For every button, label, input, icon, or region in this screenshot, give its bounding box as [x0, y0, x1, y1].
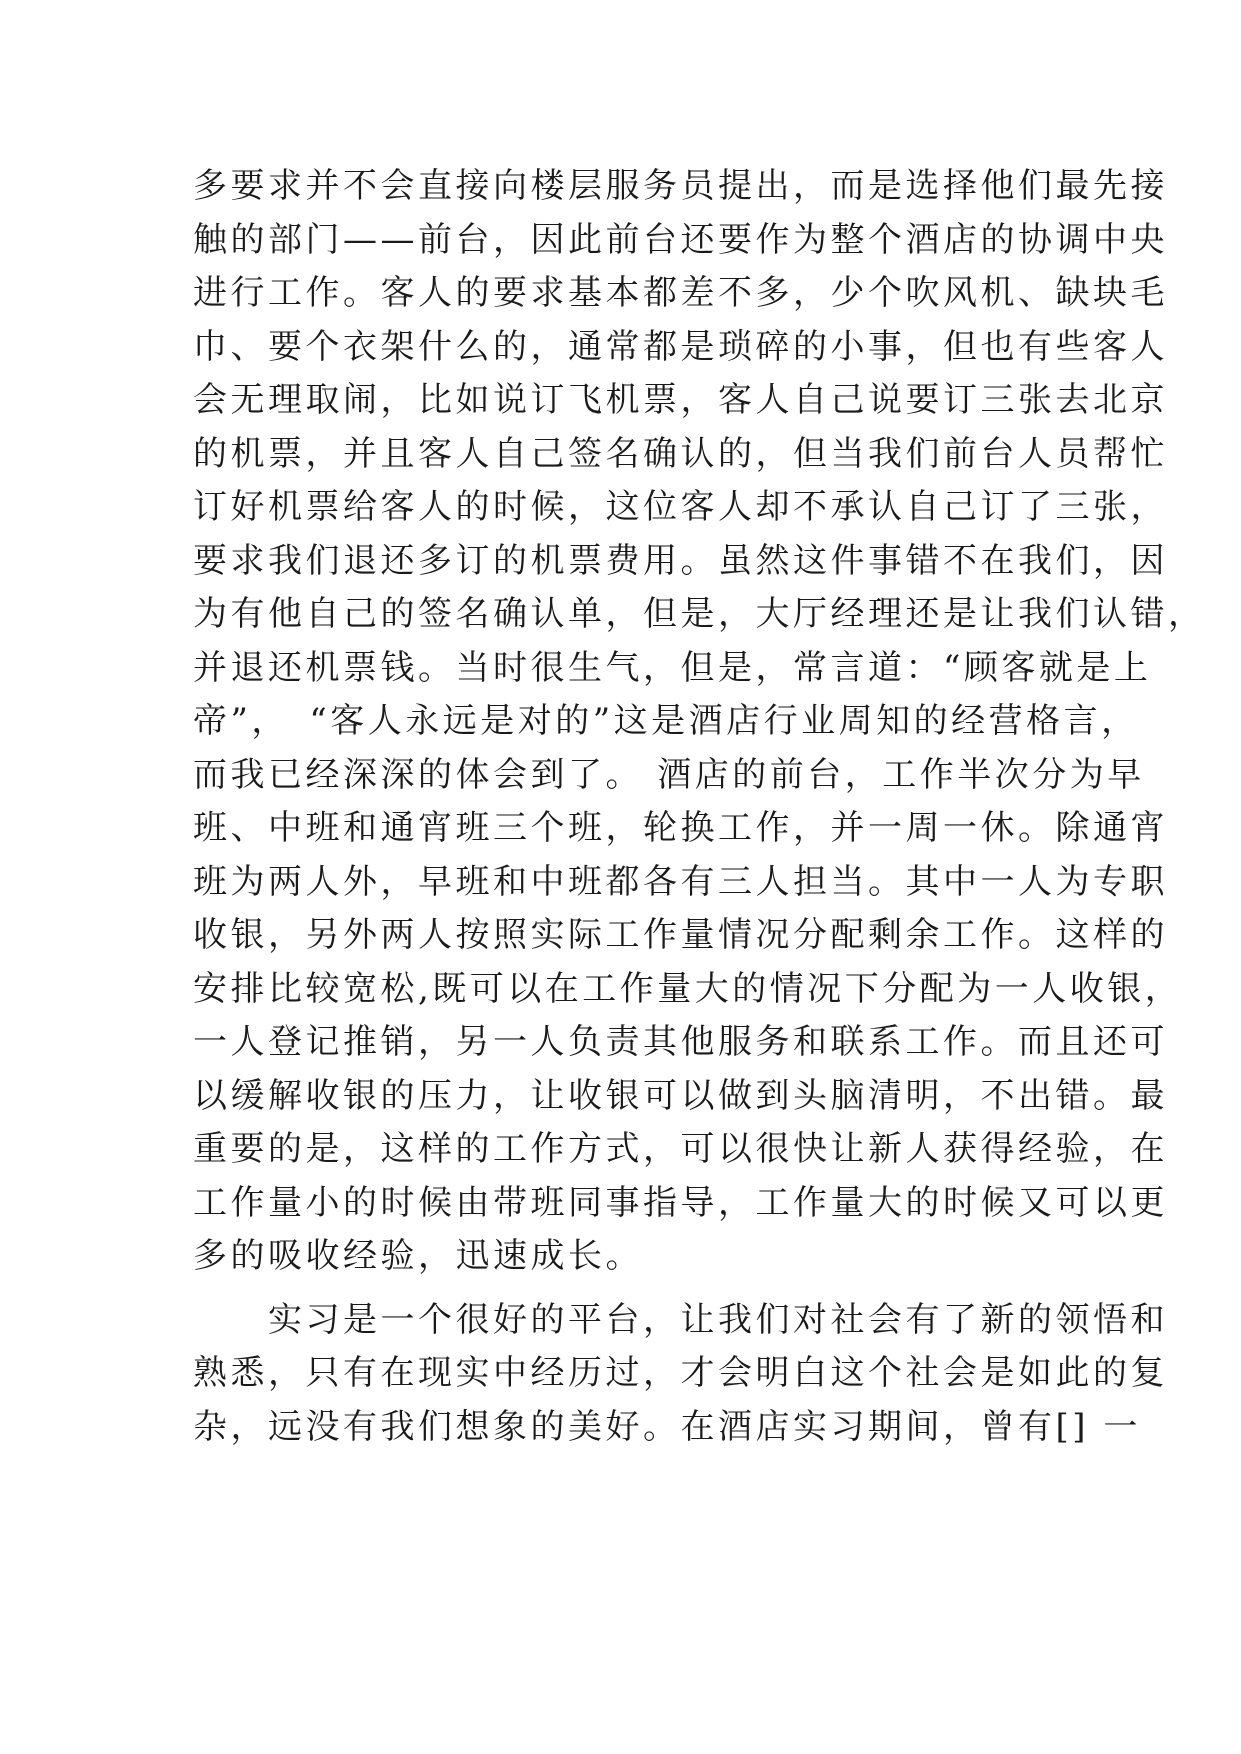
text-line: 熟悉，只有在现实中经历过，才会明白这个社会是如此的复 [193, 1353, 1168, 1393]
paragraph-2 [193, 1294, 1168, 1455]
body-text [193, 160, 1206, 1454]
text-line: 班、中班和通宵班三个班，轮换工作，并一周一休。除通宵 [193, 808, 1168, 848]
text-line: 安排比较宽松,既可以在工作量大的情况下分配为一人收银， [193, 968, 1183, 1009]
text-line: 实习是一个很好的平台，让我们对社会有了新的领悟和 [193, 1299, 1168, 1340]
text-line: 进行工作。客人的要求基本都差不多，少个吹风机、缺块毛 [193, 273, 1168, 313]
paragraph-1 [193, 160, 1206, 1284]
paragraph-spacer [193, 1284, 1073, 1294]
text-line: 以缓解收银的压力，让收银可以做到头脑清明，不出错。最 [193, 1075, 1168, 1116]
text-line: 一人登记推销，另一人负责其他服务和联系工作。而且还可 [193, 1022, 1168, 1062]
text-line: 的机票，并且客人自己签名确认的，但当我们前台人员帮忙 [193, 433, 1168, 474]
text-line: 多的吸收经验，迅速成长。 [193, 1236, 643, 1276]
text-line: 工作量小的时候由带班同事指导，工作量大的时候又可以更 [193, 1182, 1168, 1223]
text-line: 杂，远没有我们想象的美好。在酒店实习期间，曾有[] 一 [193, 1406, 1141, 1447]
text-line: 巾、要个衣架什么的，通常都是琐碎的小事，但也有些客人 [193, 326, 1168, 367]
text-line: 重要的是，这样的工作方式，可以很快让新人获得经验，在 [193, 1129, 1168, 1169]
text-line: 多要求并不会直接向楼层服务员提出，而是选择他们最先接 [193, 166, 1168, 206]
text-line: 触的部门——前台，因此前台还要作为整个酒店的协调中央 [193, 219, 1168, 260]
text-line: 会无理取闹，比如说订飞机票，客人自己说要订三张去北京 [193, 380, 1168, 420]
text-line: 帝”， “客人永远是对的”这是酒店行业周知的经营格言， [193, 701, 1139, 741]
text-line: 班为两人外，早班和中班都各有三人担当。其中一人为专职 [193, 861, 1168, 902]
text-line: 为有他自己的签名确认单，但是，大厅经理还是让我们认错， [193, 594, 1206, 634]
text-line: 订好机票给客人的时候，这位客人却不承认自己订了三张， [193, 487, 1168, 527]
text-line: 收银，另外两人按照实际工作量情况分配剩余工作。这样的 [193, 915, 1168, 955]
text-line: 而我已经深深的体会到了。 酒店的前台，工作半次分为早 [193, 754, 1145, 795]
text-line: 并退还机票钱。当时很生气，但是，常言道：“顾客就是上 [193, 647, 1152, 688]
text-line: 要求我们退还多订的机票费用。虽然这件事错不在我们，因 [193, 540, 1168, 581]
